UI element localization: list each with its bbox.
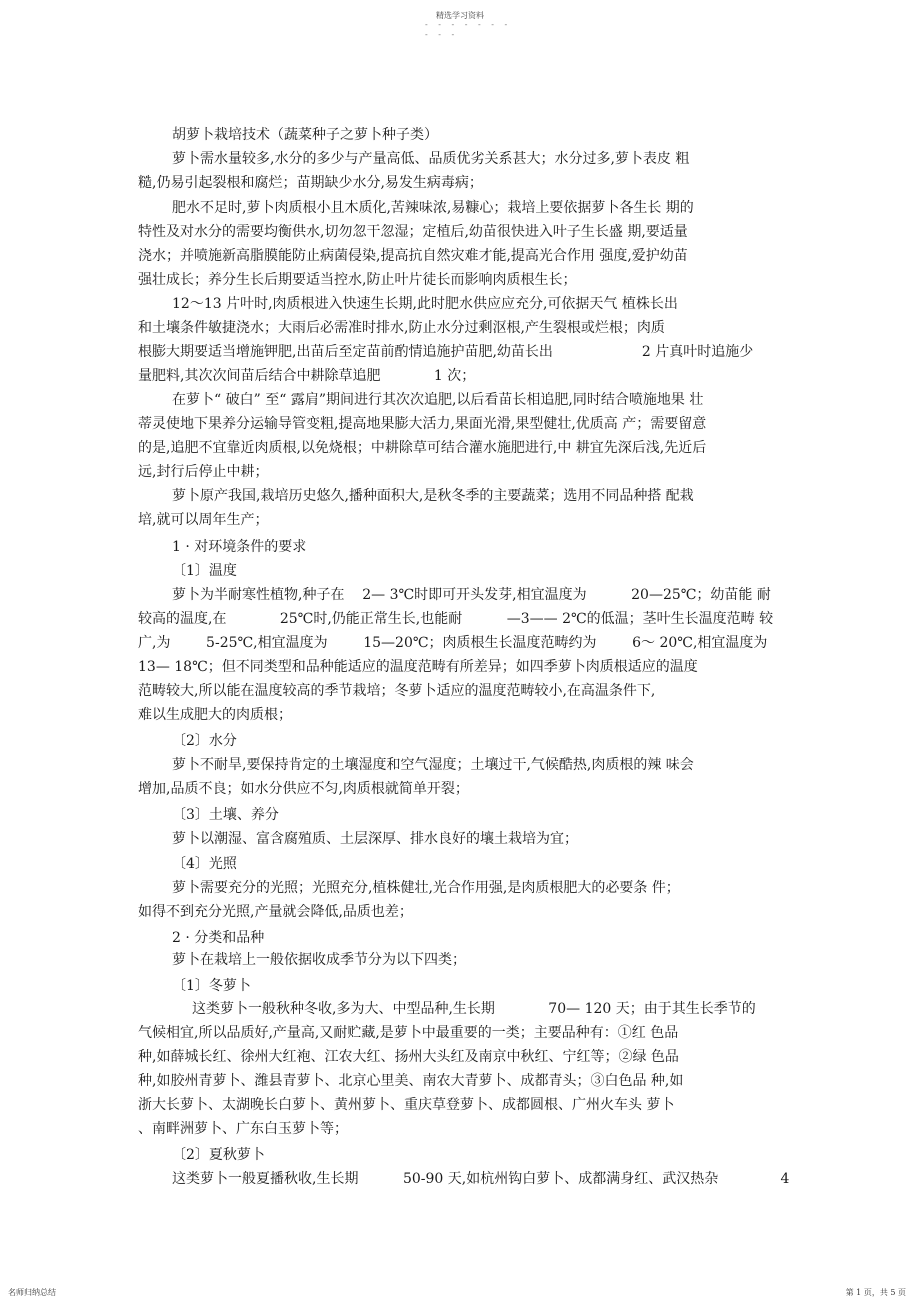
text-line: 肥水不足时,萝卜肉质根小且木质化,苦辣味浓,易糠心；栽培上要依据萝卜各生长 期的 bbox=[172, 200, 694, 216]
footer-label: 名师归纳总结 bbox=[8, 1288, 56, 1297]
subsection-heading: 〔4〕光照 bbox=[172, 856, 237, 872]
section-heading: 1 · 对环境条件的要求 bbox=[172, 539, 307, 555]
text-line: 萝卜需水量较多,水分的多少与产量高低、品质优劣关系甚大；水分过多,萝卜表皮 粗 bbox=[172, 151, 690, 167]
text-line: 萝卜不耐旱,要保持肯定的土壤湿度和空气湿度；土壤过干,气候酷热,肉质根的辣 味会 bbox=[172, 757, 694, 773]
text-line: 根膨大期要适当增施钾肥,出苗后至定苗前酌情追施护苗肥,幼苗长出 2 片真叶时追施少 bbox=[138, 344, 754, 360]
text-line: 特性及对水分的需要均衡供水,切勿忽干忽湿；定植后,幼苗很快进入叶子生长盛 期,要适量 bbox=[138, 224, 688, 240]
text-line: 难以生成肥大的肉质根； bbox=[138, 707, 292, 723]
text-line: 萝卜在栽培上一般依据收成季节分为以下四类； bbox=[172, 952, 466, 968]
text-line: 、南畔洲萝卜、广东白玉萝卜等； bbox=[138, 1121, 348, 1137]
subsection-heading: 〔1〕温度 bbox=[172, 563, 237, 579]
text-line: 这类萝卜一般秋种冬收,多为大、中型品种,生长期 70— 120 天；由于其生长季节的 bbox=[192, 1001, 756, 1017]
text-line: 较高的温度,在 25℃时,仍能正常生长,也能耐 —3—— 2℃的低温；茎叶生长温度范畴 较 bbox=[138, 611, 774, 627]
text-line: 强壮成长；养分生长后期要适当控水,防止叶片徒长而影响肉质根生长； bbox=[138, 272, 577, 288]
page-number: 第 1 页，共 5 页 bbox=[845, 1288, 906, 1297]
header-dash-bottom: - - - bbox=[425, 30, 459, 39]
text-line: 浇水；并喷施新高脂膜能防止病菌侵染,提高抗自然灾难才能,提高光合作用 强度,爱护幼苗 bbox=[138, 248, 688, 264]
text-line: 气候相宜,所以品质好,产量高,又耐贮藏,是萝卜中最重要的一类；主要品种有：①红 色品 bbox=[138, 1025, 679, 1041]
text-line: 量肥料,其次次间苗后结合中耕除草追肥 1 次； bbox=[138, 368, 476, 384]
text-line: 培,就可以周年生产； bbox=[138, 512, 269, 528]
header-dash-top: - - - - - - - bbox=[425, 20, 512, 29]
section-heading: 2 · 分类和品种 bbox=[172, 930, 265, 946]
text-line: 蒂灵使地下果养分运输导管变粗,提高地果膨大活力,果面光滑,果型健壮,优质高 产；需要留意 bbox=[138, 416, 707, 432]
text-line: 13— 18℃；但不同类型和品种能适应的温度范畴有所差异；如四季萝卜肉质根适应的温度 bbox=[138, 659, 698, 675]
text-line: 12～13 片叶时,肉质根进入快速生长期,此时肥水供应应充分,可依据天气 植株长出 bbox=[172, 296, 678, 312]
header-label: 精选学习资料 bbox=[436, 11, 484, 20]
subsection-heading: 〔1〕冬萝卜 bbox=[172, 978, 251, 994]
text-line: 在萝卜“ 破白” 至“ 露肩”期间进行其次次追肥,以后看苗长相追肥,同时结合喷施地果 壮 bbox=[172, 392, 704, 408]
text-line: 广,为 5-25℃,相宜温度为 15—20℃；肉质根生长温度范畴约为 6～ 20℃,相宜温度为 bbox=[138, 635, 768, 651]
text-line: 萝卜原产我国,栽培历史悠久,播种面积大,是秋冬季的主要蔬菜；选用不同品种搭 配栽 bbox=[172, 488, 694, 504]
text-line: 种,如胶州青萝卜、潍县青萝卜、北京心里美、南农大青萝卜、成都青头；③白色品 种,如 bbox=[138, 1073, 684, 1089]
text-line: 的是,追肥不宜靠近肉质根,以免烧根；中耕除草可结合灌水施肥进行,中 耕宜先深后浅,先近后 bbox=[138, 440, 707, 456]
text-line: 萝卜为半耐寒性植物,种子在 2— 3℃时即可开头发芽,相宜温度为 20—25℃；幼苗能 耐 bbox=[172, 587, 771, 603]
text-line: 远,封行后停止中耕； bbox=[138, 464, 269, 480]
text-line: 胡萝卜栽培技术（蔬菜种子之萝卜种子类） bbox=[172, 127, 438, 143]
text-line: 萝卜以潮湿、富含腐殖质、土层深厚、排水良好的壤土栽培为宜； bbox=[172, 831, 578, 847]
text-line: 浙大长萝卜、太湖晚长白萝卜、黄州萝卜、重庆草登萝卜、成都圆根、广州火车头 萝卜 bbox=[138, 1097, 675, 1113]
subsection-heading: 〔2〕水分 bbox=[172, 733, 237, 749]
text-line: 增加,品质不良；如水分供应不匀,肉质根就简单开裂； bbox=[138, 781, 469, 797]
text-line: 糙,仍易引起裂根和腐烂；苗期缺少水分,易发生病毒病； bbox=[138, 175, 483, 191]
text-line: 种,如薛城长红、徐州大红袍、江农大红、扬州大头红及南京中秋红、宁红等；②绿 色品 bbox=[138, 1049, 679, 1065]
text-line: 范畴较大,所以能在温度较高的季节栽培；冬萝卜适应的温度范畴较小,在高温条件下, bbox=[138, 683, 656, 699]
text-line: 萝卜需要充分的光照；光照充分,植株健壮,光合作用强,是肉质根肥大的必要条 件； bbox=[172, 880, 680, 896]
subsection-heading: 〔2〕夏秋萝卜 bbox=[172, 1147, 265, 1163]
text-line: 如得不到充分光照,产量就会降低,品质也差； bbox=[138, 904, 413, 920]
text-line: 这类萝卜一般夏播秋收,生长期 50-90 天,如杭州钩白萝卜、成都满身红、武汉热杂 4 bbox=[172, 1171, 790, 1187]
subsection-heading: 〔3〕土壤、养分 bbox=[172, 807, 279, 823]
text-line: 和土壤条件敏捷浇水；大雨后必需准时排水,防止水分过剩沤根,产生裂根或烂根；肉质 bbox=[138, 320, 665, 336]
